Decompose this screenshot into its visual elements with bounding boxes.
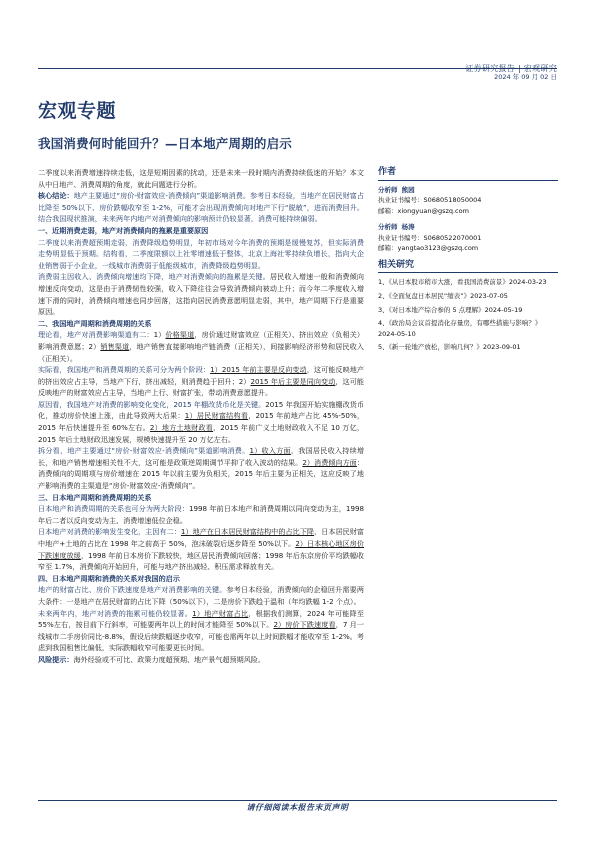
s2-p2-text-a: ，这可能反映地产的挤出效应占主导，当地产下行，挤出减轻，则消费趋于回升；2） bbox=[38, 365, 365, 386]
s2-p3-text-a: 2015 年我国开始实施棚改货币化，推动房价快速上涨，由此导致两大后果： bbox=[38, 399, 364, 421]
risk-label: 风险提示： bbox=[38, 654, 74, 664]
author-card bbox=[378, 222, 558, 254]
section-1-title: 一、近期消费走弱，地产对消费倾向的拖累是重要原因 bbox=[38, 225, 209, 235]
s2-p3-underline-a: 1）居民财富结构看 bbox=[184, 411, 249, 421]
s2-p4-highlight: 拆分看，地产主要通过“房价-财富效应-消费倾向”渠道影响消费。 bbox=[38, 446, 250, 456]
section-2-para-4 bbox=[38, 445, 364, 491]
risk-warning bbox=[38, 654, 364, 666]
s3-p2-text-b: ，1998 年前日本房价下跌较快，地区居民消费倾向回落；1998 年后东京房价平均跌幅收窄至 1.7%，消费倾向开始回升，可能与地产挤出减轻、积压需求释放有关。 bbox=[38, 550, 364, 572]
s2-p2-highlight: 实际看，我国地产和消费周期的关系可分为两个阶段： bbox=[38, 365, 211, 375]
section-1-para-2 bbox=[38, 271, 364, 317]
authors-heading: 作者 bbox=[378, 167, 558, 181]
s3-p2-text-a: ，日本居民财富中地产+土地的占比在 1998 年之前高于 50%，泡沫破裂后逐步降至 50%以下。 bbox=[38, 527, 365, 548]
s4-p1-text: 参考日本经验，消费倾向的企稳回升需要两大条件：一是地产在居民财富的占比下降（50%以下），二是房价下跌趋于温和（年均跌幅 1-2 个点）。 bbox=[38, 585, 365, 606]
related-item[interactable]: 1、《从日本股市稍市大涨，看我国消费前景》2024-03-23 bbox=[378, 278, 547, 286]
report-date: 2024 年 09 月 02 日 bbox=[494, 73, 557, 81]
s4-p2-text-b: ，7 月一线城市二手房价同比-8.8%，假设后续跌幅逐步收窄，可能也需两年以上时间跌幅才能收窄至 1-2%。考虑到我国租售比偏低，实际跌幅收窄可能要更长时间。 bbox=[38, 620, 364, 653]
s2-p3-text-c: ，2015 年前广义土地财政收入不足 10 万亿，2015 年后土地财政迅速发展，规模快速提升至 20 万亿左右。 bbox=[38, 423, 364, 444]
section-2-title: 二、我国地产周期和消费周期的关系 bbox=[38, 318, 152, 328]
core-label: 核心结论： bbox=[38, 191, 74, 201]
author-role: 分析师 bbox=[378, 223, 398, 231]
s3-p2-highlight: 日本地产对消费的影响发生变化，主因有二： bbox=[38, 527, 181, 537]
s1-p2-highlight: 消费弱主因收入、消费倾向增速均下降，地产对消费倾向的拖累是关键。 bbox=[38, 272, 270, 282]
s2-p1-text-b: ，房价通过财富效应（正相关）、挤出效应（负相关）影响消费意愿；2） bbox=[38, 330, 365, 351]
section-4-para-1 bbox=[38, 584, 364, 607]
cert-label: 执业证书编号： bbox=[378, 233, 424, 242]
related-list bbox=[378, 277, 558, 353]
related-item[interactable]: 2、《全面复盘日本居民“缩表”》2023-07-05 bbox=[378, 291, 508, 300]
email-label: 邮箱： bbox=[378, 244, 398, 252]
author-name: 杨涛 bbox=[401, 223, 415, 231]
header-divider bbox=[38, 68, 557, 69]
s2-p1-text-c: ，地产销售直接影响地产链消费（正相关），间接影响经济形势和居民收入（正相关）。 bbox=[38, 341, 365, 363]
core-conclusion bbox=[38, 190, 364, 225]
section-3-para-1 bbox=[38, 503, 364, 526]
s4-p2-underline-a: 1）地产财富占比 bbox=[192, 608, 249, 618]
intro-paragraph: 二季度以来消费增速持续走低，这是短期因素的扰动，还是未来一段时期内消费持续低迷的开始？本文从中日地产、消费周期的角度，就此问题进行分析。 bbox=[38, 168, 364, 189]
report-title: 我国消费何时能回升？—日本地产周期的启示 bbox=[38, 136, 293, 151]
s2-p1-underline-a: 价格渠道 bbox=[165, 330, 195, 340]
section-2-para-3 bbox=[38, 399, 364, 445]
s2-p3-text-b: ，2015 年前地产占比 45%-50%，2015 年后快速提升至 60%左右。 bbox=[38, 411, 365, 433]
cert-number: S0680518050004 bbox=[423, 196, 482, 204]
section-3-para-2 bbox=[38, 526, 364, 572]
section-4-title: 四、日本地产周期和消费的关系对我国的启示 bbox=[38, 573, 180, 583]
author-card bbox=[378, 185, 558, 217]
s2-p4-underline-b: 2）消费倾向方面 bbox=[302, 457, 357, 467]
section-3-title: 三、日本地产周期和消费周期的关系 bbox=[38, 492, 152, 502]
s2-p1-highlight: 理论看，地产对消费影响渠道有二： bbox=[38, 330, 154, 340]
main-body bbox=[38, 167, 364, 666]
author-email[interactable]: yangtao3123@gszq.com bbox=[397, 244, 479, 252]
s2-p4-text-b: ：消费倾向的周期项与房价增速在 2015 年以前主要为负相关，2015 年后主要为正相关，这应反映了地产影响消费的主渠道是“房价-财富效应-消费倾向”。 bbox=[38, 457, 365, 491]
footer-divider bbox=[38, 800, 557, 801]
s3-p2-underline-b: 2）日本核心地区房价下跌速度放缓 bbox=[38, 539, 364, 560]
sidebar bbox=[378, 167, 558, 356]
risk-text: 海外经验或不可比、政策力度超预期、地产景气超预期风险。 bbox=[73, 654, 265, 664]
s2-p1-text-a: 1） bbox=[153, 330, 166, 340]
core-rest: 参考日本经验，当地产在居民财富占比降至 50%以下、房价跌幅收窄至 1-2%，可能才会出现消费倾向对地产下行“脱敏”，进而消费回升。结合我国现状推演，未来两年内地产对消费倾向的影响预计仍较显著，消费可能持续偏弱。 bbox=[38, 191, 365, 224]
s4-p2-underline-b: 2）房价下跌速度看 bbox=[273, 620, 336, 630]
related-item[interactable]: 4、《政治局会议首提消化存量房，有哪些措施与影响？》2024-05-10 bbox=[378, 319, 542, 338]
related-item[interactable]: 3、《对日本地产综合参的 5 点理解》2024-05-19 bbox=[378, 305, 523, 314]
related-item[interactable]: 5、《新一轮地产放松，影响几何？》2023-09-01 bbox=[378, 343, 521, 352]
core-highlight: 地产主要通过“房价-财富效应-消费倾向”渠道影响消费。 bbox=[73, 191, 251, 201]
s3-p2-underline-a: 1）地产在日本居民财富结构中的占比下降 bbox=[180, 527, 315, 537]
s2-p2-underline-a: 1）2015 年前主要是反向变动 bbox=[210, 365, 307, 375]
s3-p1-text: 1998 年前日本地产和消费周期以同向变动为主，1998 年后二者以反向变动为主、消费增速低位企稳。 bbox=[38, 504, 364, 525]
s2-p1-underline-c: 销售渠道 bbox=[100, 341, 130, 351]
section-4-para-2 bbox=[38, 608, 364, 654]
section-2-para-1 bbox=[38, 329, 364, 364]
s4-p2-text-a: ，根据我们测算，2024 年可能降至 55%左右，按目前下行斜率，可能要两年以上的时间才能降至 50%以下。 bbox=[38, 608, 365, 630]
s4-p2-highlight: 未来两年内，地产对消费的拖累可能仍较显著。 bbox=[38, 608, 193, 618]
s2-p3-underline-b: 2）地方土地财政看 bbox=[149, 423, 213, 433]
report-type: 宏观专题 bbox=[38, 100, 117, 122]
cert-label: 执业证书编号： bbox=[378, 196, 424, 204]
s2-p3-highlight: 原因看，我国地产对消费的影响变化变化，2015 年棚改货币化是关键。 bbox=[38, 399, 266, 409]
section-1-para-1: 二季度以来消费超预期走弱，消费降级趋势明显，年初市场对今年消费的预期是缓慢复苏，但实际消费走势明显低于预期。结构看，二季度限额以上社零增速低于整体，北京上海社零持续负增长，指向大企业销售弱于小企业，一线城市消费弱于低能级城市，消费降级趋势明显。 bbox=[38, 237, 364, 270]
s2-p2-underline-b: 2015 年后主要是同向变动 bbox=[250, 376, 336, 386]
s4-p1-highlight: 地产的财富占比、房价下跌速度是地产对消费影响的关键。 bbox=[38, 585, 227, 595]
s2-p4-underline-a: 1）收入方面 bbox=[249, 446, 291, 456]
author-name: 熊园 bbox=[401, 185, 415, 194]
cert-number: S0680522070001 bbox=[423, 233, 482, 242]
email-label: 邮箱： bbox=[378, 206, 398, 215]
section-2-para-2 bbox=[38, 364, 364, 399]
s2-p2-text-b: ，这可能反映地产的财富效应占主导，当地产上行、财富扩张，带动消费意愿提升。 bbox=[38, 376, 364, 398]
s1-p2-text: 居民收入增速一般和消费倾向增速反向变动，这是由于消费韧性较强，收入下降往往会导致消费倾向被动上升；而今年二季度收入增速下滑的同时，消费倾向增速也同步回落，这指向居民消费意愿明显走弱，其中，地产周期下行是重要原因。 bbox=[38, 272, 365, 317]
s2-p4-text-a: ，我国居民收入持续增长，和地产销售增速相关性不大，这可能是政策逆周期调节平抑了收入波动的结果。 bbox=[38, 446, 365, 467]
related-heading: 相关研究 bbox=[378, 260, 558, 274]
s3-p1-highlight: 日本地产和消费周期的关系也可分为两大阶段： bbox=[38, 504, 189, 514]
footer-disclaimer: 请仔细阅读本报告末页声明 bbox=[246, 803, 349, 812]
author-email[interactable]: xiongyuan@gszq.com bbox=[397, 206, 469, 215]
author-role: 分析师 bbox=[378, 185, 398, 194]
